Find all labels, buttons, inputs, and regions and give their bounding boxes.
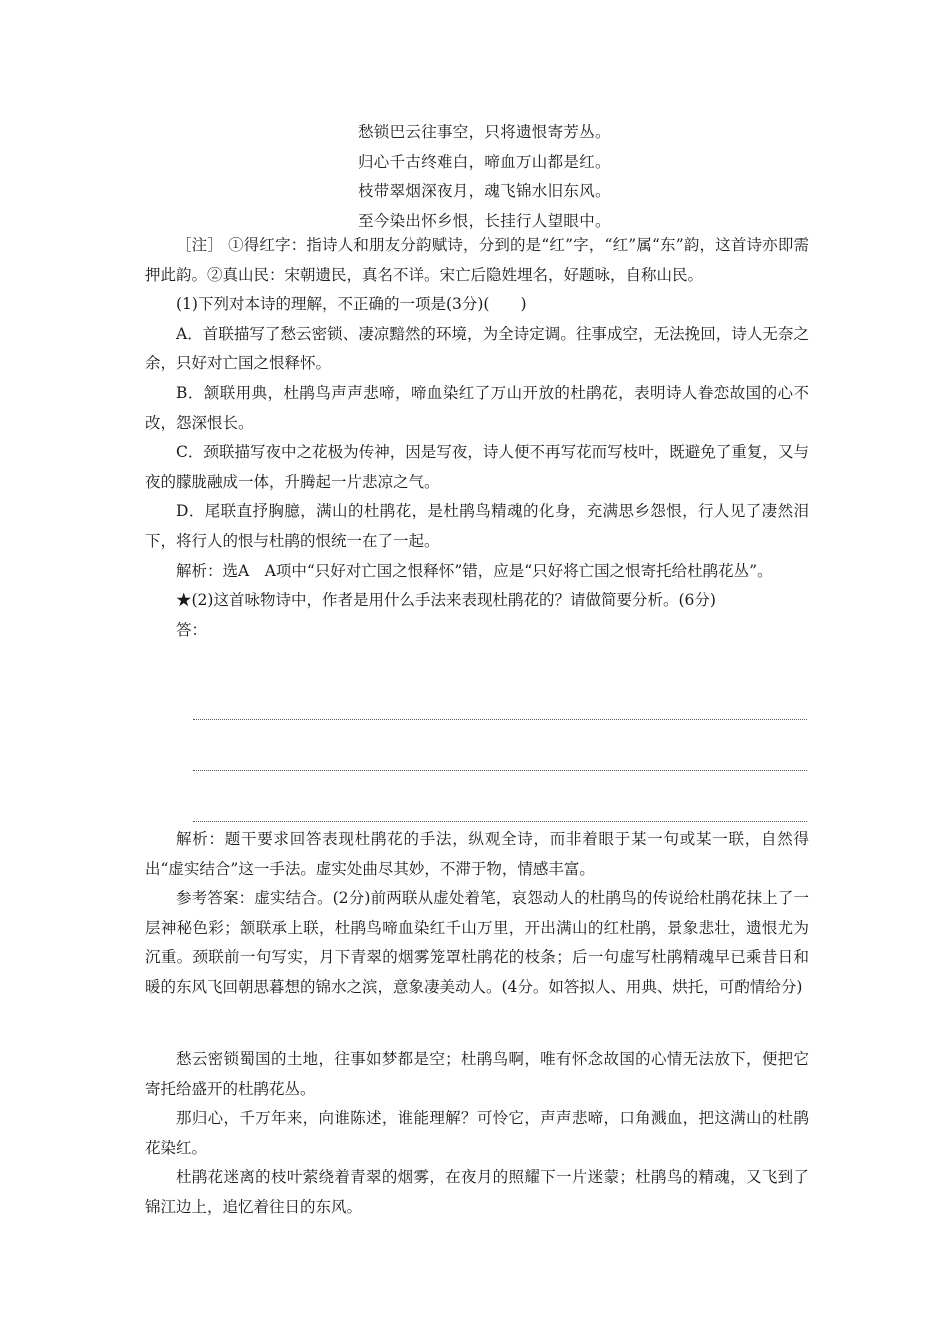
question-block (145, 231, 809, 645)
option-b: B．颔联用典，杜鹃鸟声声悲啼，啼血染红了万山开放的杜鹃花，表明诗人眷恋故国的心不改，怨深恨长。 (145, 383, 809, 432)
question-2-analysis: 解析：题干要求回答表现杜鹃花的手法，纵观全诗，而非着眼于某一句或某一联，自然得出“虚实结合”这一手法。虚实处曲尽其妙，不滞于物，情感丰富。 (145, 830, 809, 878)
answer-line (193, 770, 807, 771)
translation-paragraph: 愁云密锁蜀国的土地，往事如梦都是空；杜鹃鸟啊，唯有怀念故国的心情无法放下，便把它寄托给盛开的杜鹃花丛。 (145, 1050, 809, 1098)
translation-paragraph: 那归心，千万年来，向谁陈述，谁能理解？可怜它，声声悲啼，口角溅血，把这满山的杜鹃花染红。 (145, 1109, 809, 1157)
option-a: A．首联描写了愁云密锁、凄凉黯然的环境，为全诗定调。往事成空，无法挽回，诗人无奈之余，只好对亡国之恨释怀。 (145, 324, 809, 373)
poem-line: 至今染出怀乡恨，长挂行人望眼中。 (358, 211, 611, 230)
option-d: D．尾联直抒胸臆，满山的杜鹃花，是杜鹃鸟精魂的化身，充满思乡怨恨，行人见了凄然泪下，将行人的恨与杜鹃的恨统一在了一起。 (145, 502, 809, 550)
answer-block (145, 825, 809, 1003)
poem-line: 愁锁巴云往事空，只将遗恨寄芳丛。 (358, 123, 611, 141)
poem (358, 118, 611, 236)
poem-line: 归心千古终难白，啼血万山都是红。 (358, 152, 611, 171)
translation-paragraph: 杜鹃花迷离的枝叶萦绕着青翠的烟雾，在夜月的照耀下一片迷蒙；杜鹃鸟的精魂，又飞到了锦江边上，追忆着往日的东风。 (145, 1168, 809, 1216)
answer-line (193, 821, 807, 822)
question-1-analysis: 解析：选A A项中“只好对亡国之恨释怀”错，应是“只好将亡国之恨寄托给杜鹃花丛”。 (176, 561, 773, 580)
question-1-stem: (1)下列对本诗的理解，不正确的一项是(3分)( ) (176, 295, 527, 314)
answer-line (193, 719, 807, 720)
translation-block (145, 1045, 809, 1223)
notes: ［注］ ①得红字：指诗人和朋友分韵赋诗，分到的是“红”字，“红”属“东”韵，这首诗亦即需押此韵。②真山民：宋朝遗民，真名不详。宋亡后隐姓埋名，好题咏，自称山民。 (145, 236, 809, 284)
option-c: C．颈联描写夜中之花极为传神，因是写夜，诗人便不再写花而写枝叶，既避免了重复，又与夜的朦胧融成一体，升腾起一片悲凉之气。 (145, 443, 809, 491)
answer-label: 答： (176, 620, 208, 639)
reference-answer: 参考答案：虚实结合。(2分)前两联从虚处着笔，哀怨动人的杜鹃鸟的传说给杜鹃花抹上了一层神秘色彩；颔联承上联，杜鹃鸟啼血染红千山万里，开出满山的红杜鹃，景象悲壮，遗恨尤为沉重。颈联前一句写实，月下青翠的烟雾笼罩杜鹃花的枝条；后一句虚写杜鹃精魂早已乘昔日和暖的东风飞回朝思暮想的锦水之滨，意象凄美动人。(4分。如答拟人、用典、烘托，可酌情给分) (145, 889, 809, 996)
poem-line: 枝带翠烟深夜月，魂飞锦水旧东风。 (358, 182, 611, 200)
question-2-stem: ★(2)这首咏物诗中，作者是用什么手法来表现杜鹃花的？请做简要分析。(6分) (176, 591, 716, 610)
